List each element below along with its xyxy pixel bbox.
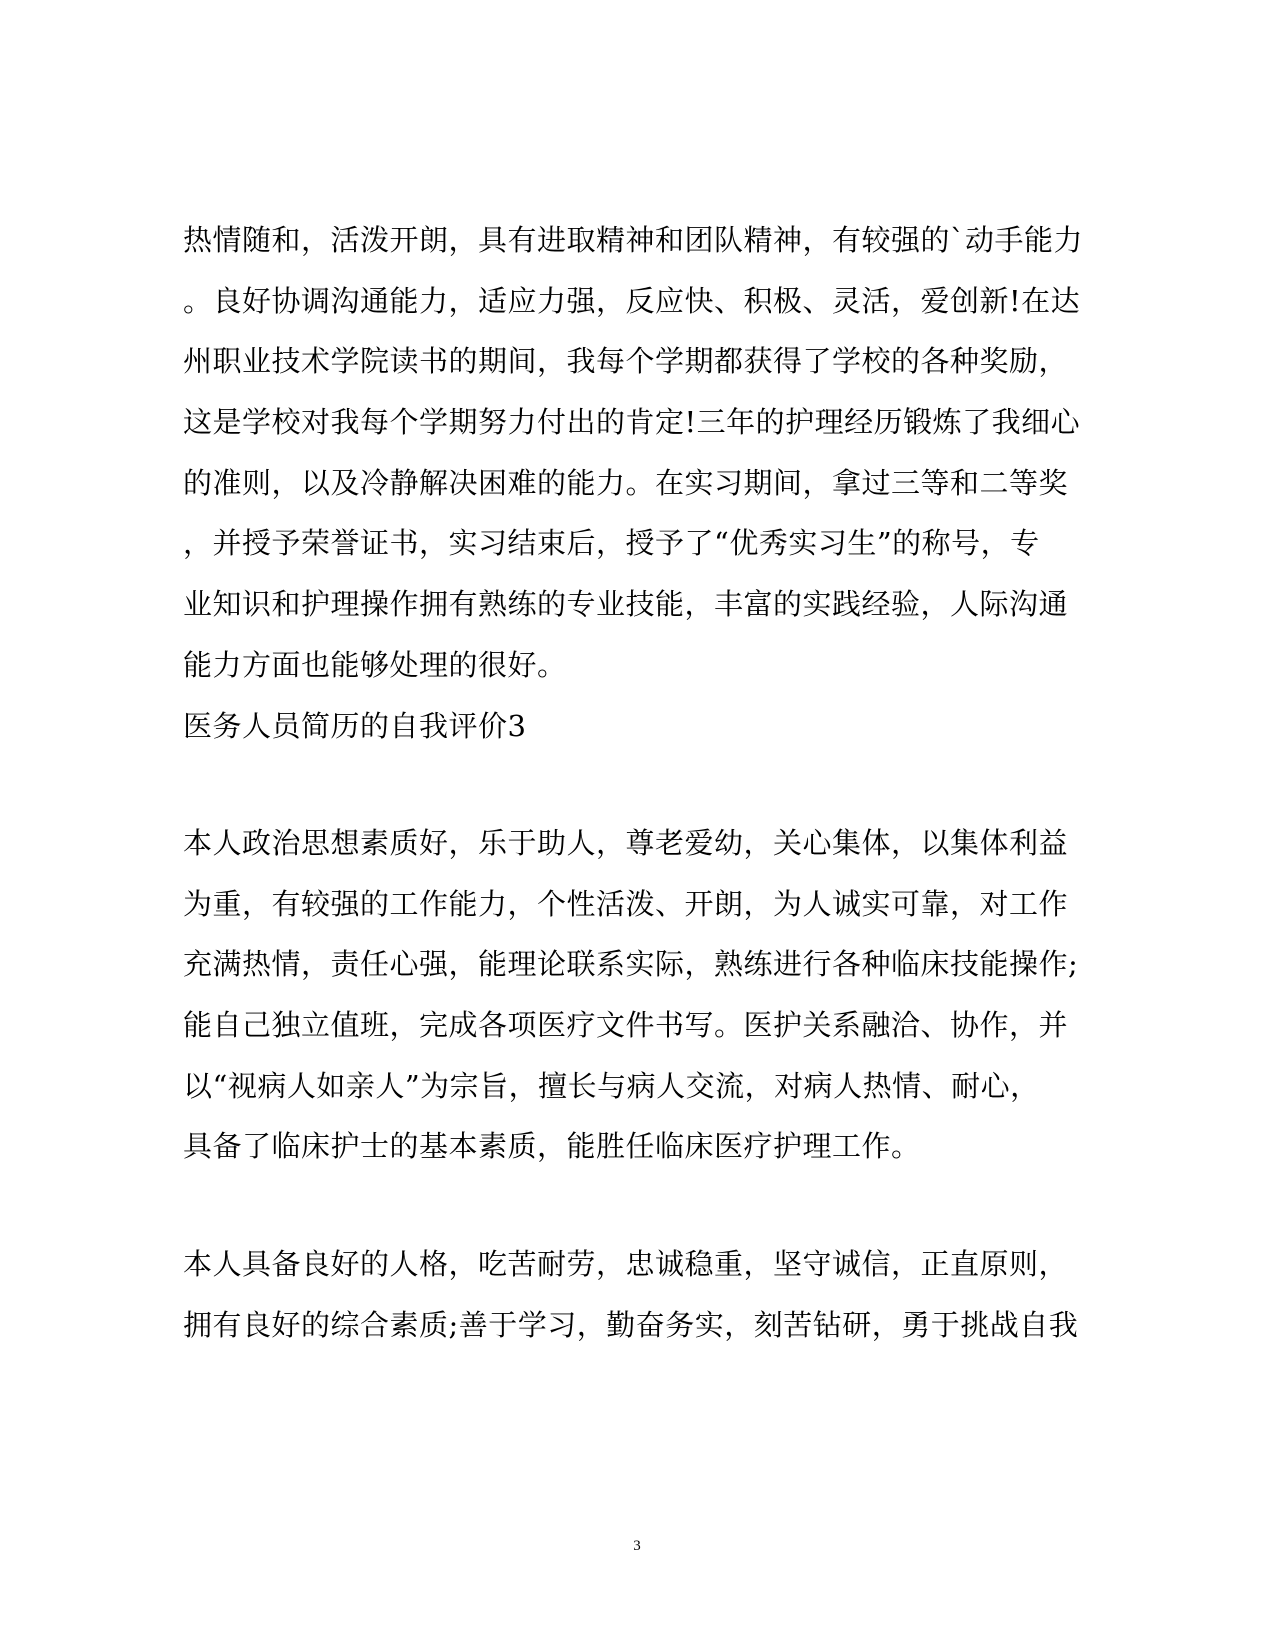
- page-number: 3: [633, 1538, 641, 1554]
- paragraph-line: 能自己独立值班，完成各项医疗文件书写。医护关系融洽、协作，并: [183, 1008, 1069, 1042]
- paragraph-line: 以“视病人如亲人”为宗旨，擅长与病人交流，对病人热情、耐心，: [183, 1069, 1040, 1103]
- paragraph-line: 本人政治思想素质好，乐于助人，尊老爱幼，关心集体，以集体利益: [183, 826, 1069, 860]
- paragraph-line: 州职业技术学院读书的期间，我每个学期都获得了学校的各种奖励，: [183, 344, 1069, 378]
- paragraph-line: 业知识和护理操作拥有熟练的专业技能，丰富的实践经验，人际沟通: [183, 587, 1069, 621]
- paragraph-line: 的准则，以及冷静解决困难的能力。在实习期间，拿过三等和二等奖: [183, 466, 1069, 500]
- paragraph-line: 拥有良好的综合素质;善于学习，勤奋务实，刻苦钻研，勇于挑战自我: [183, 1308, 1079, 1342]
- paragraph-line: 能力方面也能够处理的很好。: [183, 648, 567, 682]
- section-heading: 医务人员简历的自我评价3: [183, 709, 527, 743]
- paragraph-line: 为重，有较强的工作能力，个性活泼、开朗，为人诚实可靠，对工作: [183, 887, 1069, 921]
- paragraph-line: 本人具备良好的人格，吃苦耐劳，忠诚稳重，坚守诚信，正直原则，: [183, 1247, 1069, 1281]
- paragraph-line: 这是学校对我每个学期努力付出的肯定!三年的护理经历锻炼了我细心: [183, 405, 1081, 439]
- paragraph-line: 具备了临床护士的基本素质，能胜任临床医疗护理工作。: [183, 1129, 921, 1163]
- paragraph-line: 充满热情，责任心强，能理论联系实际，熟练进行各种临床技能操作;: [183, 947, 1079, 981]
- paragraph-line: 。良好协调沟通能力，适应力强，反应快、积极、灵活，爱创新!在达: [183, 284, 1081, 318]
- paragraph-line: ，并授予荣誉证书，实习结束后，授予了“优秀实习生”的称号，专: [183, 526, 1040, 560]
- paragraph-line: 热情随和，活泼开朗，具有进取精神和团队精神，有较强的`动手能力: [183, 223, 1084, 257]
